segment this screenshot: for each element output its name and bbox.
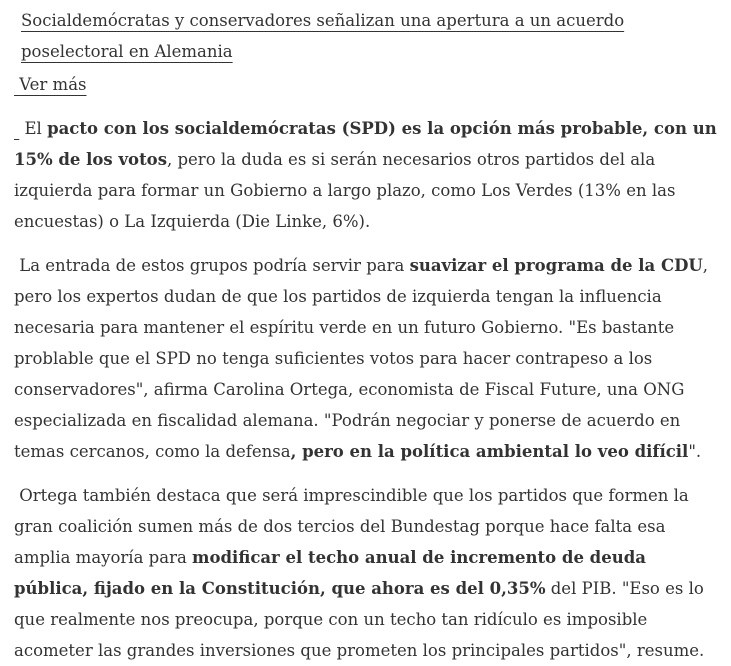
paragraph xyxy=(14,250,719,467)
text-run: ". xyxy=(688,442,702,461)
headline-link[interactable]: Socialdemócratas y conservadores señalizan una apertura a un acuerdo poselectoral en Alemania xyxy=(21,11,625,61)
text-run: del PIB. "Eso es lo que realmente nos preocupa, porque con un techo tan ridículo es imposible acometer las grandes inversiones que prometen los principales partidos", resume. xyxy=(14,579,705,660)
text-run: , pero los expertos dudan de que los partidos de izquierda tengan la influencia necesaria para mantener el espíritu verde en un futuro Gobierno. "Es bastante problable que el SPD no tenga suficientes votos para hacer contrapeso a los conservadores", afirma Carolina Ortega, economista de Fiscal Future, una ONG especializada en fiscalidad alemana. "Podrán negociar y ponerse de acuerdo en temas cercanos, como la defensa xyxy=(14,256,709,461)
article-body xyxy=(14,113,719,666)
text-run: Ortega también destaca que será imprescindible que los partidos que formen la gran coalición sumen más de dos tercios del Bundestag porque hace falta esa amplia mayoría para xyxy=(14,486,689,567)
article-headline xyxy=(21,5,719,67)
text-run: , pero la duda es si serán necesarios otros partidos del ala izquierda para formar un Gobierno a largo plazo, como Los Verdes (13% en las encuestas) o La Izquierda (Die Linke, 6%). xyxy=(14,150,676,231)
paragraph xyxy=(14,113,719,237)
text-run: El xyxy=(19,119,48,138)
paragraph xyxy=(14,480,719,666)
bold-text-run: pacto con los socialdemócratas (SPD) es la opción más probable, con un 15% de los votos xyxy=(14,119,717,169)
see-more-link[interactable]: Ver más xyxy=(14,75,87,94)
bold-text-run: modificar el techo anual de incremento de deuda pública, fijado en la Constitución, que ahora es del 0,35% xyxy=(14,548,646,598)
see-more xyxy=(14,69,719,100)
bold-text-run: , pero en la política ambiental lo veo difícil xyxy=(290,442,689,461)
bold-text-run: suavizar el programa de la CDU xyxy=(409,256,703,275)
text-run: La entrada de estos grupos podría servir para xyxy=(14,256,410,275)
